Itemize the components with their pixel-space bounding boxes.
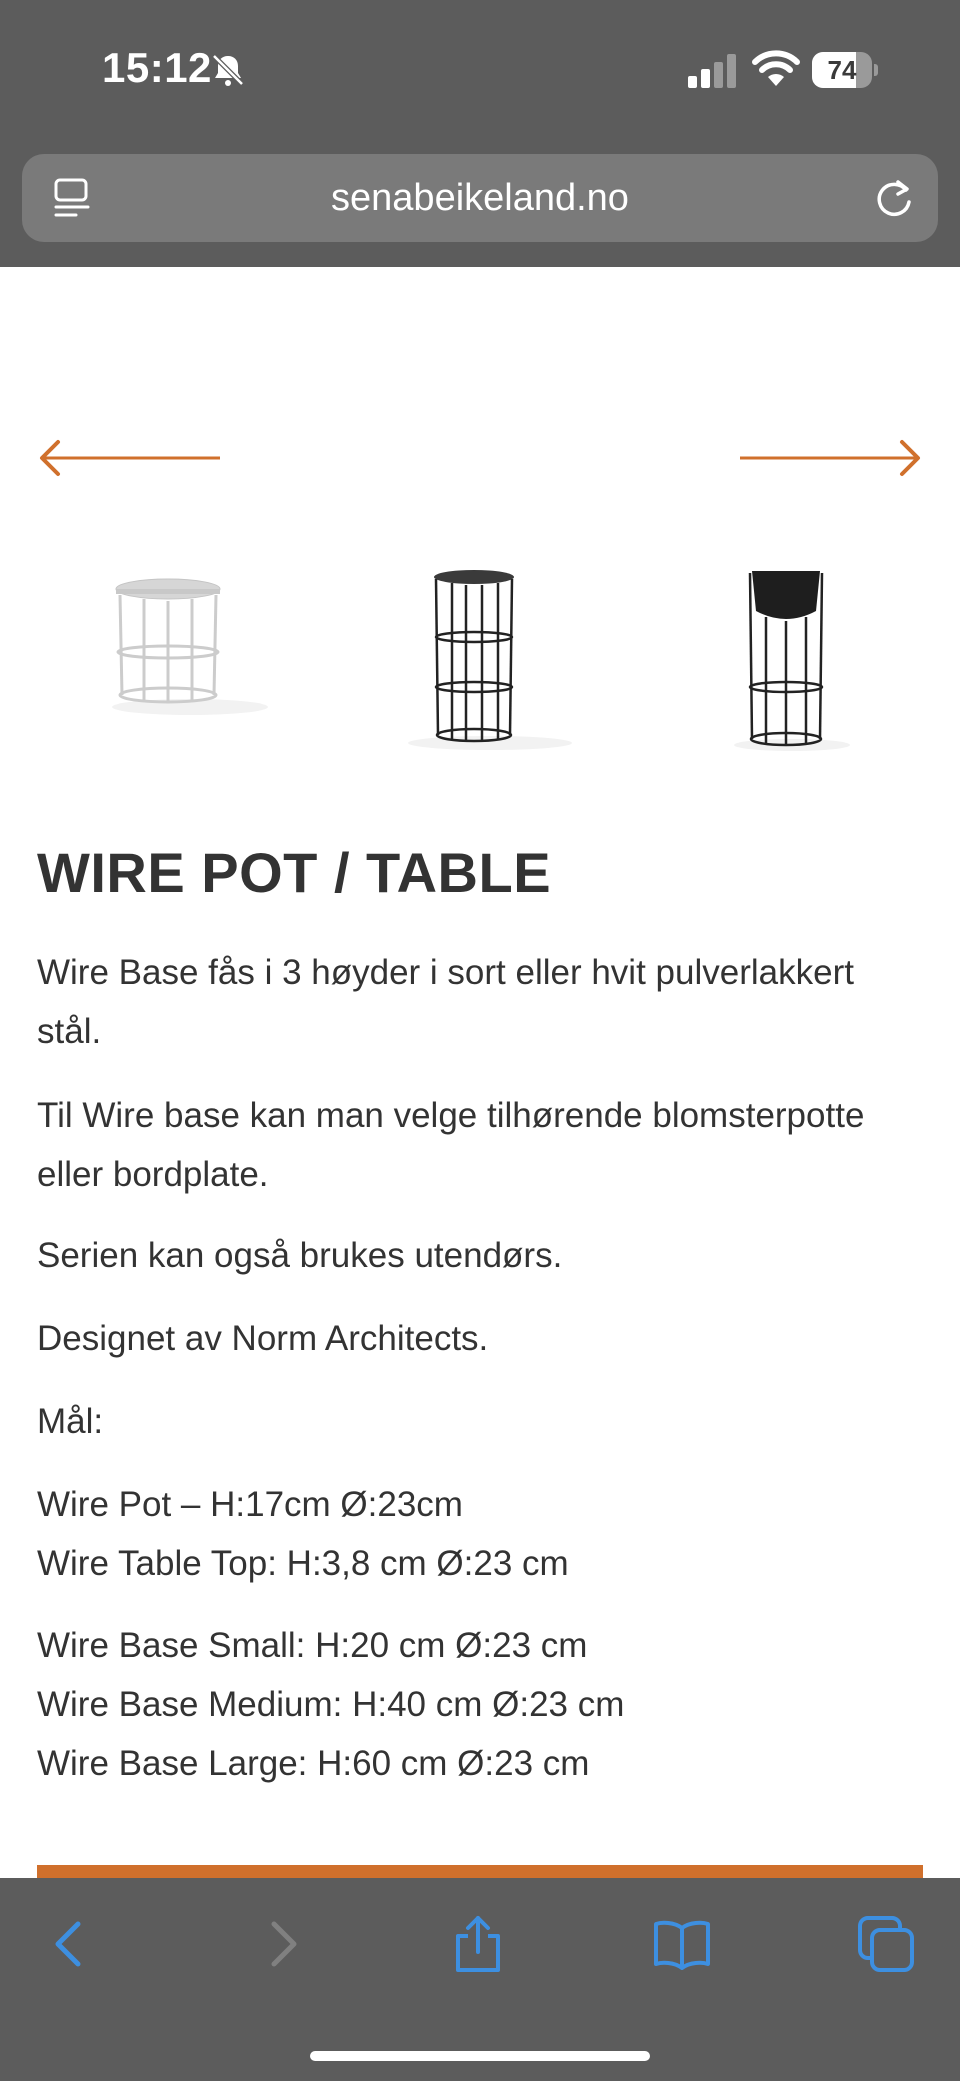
status-bar (0, 0, 960, 140)
share-icon[interactable] (448, 1914, 508, 1974)
dimensions-list-pot-table (37, 1475, 917, 1593)
dimension-line: Wire Base Large: H:60 cm Ø:23 cm (37, 1744, 590, 1783)
browser-chrome-top (0, 0, 960, 267)
dimensions-heading: Mål: (37, 1402, 104, 1441)
reload-icon[interactable] (870, 174, 918, 222)
dimension-line: Wire Pot – H:17cm Ø:23cm (37, 1485, 463, 1524)
description-paragraph: Wire Base fås i 3 høyder i sort eller hvit pulverlakkert stål. (37, 953, 854, 1051)
dimension-line: Wire Base Small: H:20 cm Ø:23 cm (37, 1626, 588, 1665)
battery-percent: 74 (827, 55, 857, 85)
cellular-signal-icon (688, 54, 738, 88)
arrow-right-icon[interactable] (694, 432, 924, 484)
chevron-right-icon[interactable] (250, 1914, 310, 1974)
dimension-line: Wire Table Top: H:3,8 cm Ø:23 cm (37, 1544, 569, 1583)
home-indicator (310, 2051, 650, 2061)
product-image-carousel (0, 267, 960, 787)
address-bar[interactable] (22, 154, 938, 242)
book-icon[interactable] (652, 1914, 712, 1974)
dimensions-list-bases (37, 1616, 917, 1793)
chevron-left-icon[interactable] (42, 1914, 102, 1974)
wire-base-black-image[interactable] (400, 567, 580, 757)
description-paragraph: Serien kan også brukes utendørs. (37, 1236, 563, 1275)
arrow-left-icon[interactable] (36, 432, 266, 484)
description-paragraph: Til Wire base kan man velge tilhørende blomsterpotte eller bordplate. (37, 1096, 865, 1194)
status-time: 15:12 (102, 44, 212, 91)
wire-pot-black-image[interactable] (722, 567, 852, 757)
url-text[interactable]: senabeikeland.no (331, 177, 629, 219)
browser-toolbar (0, 1878, 960, 2081)
wire-table-white-image[interactable] (100, 567, 280, 717)
battery-icon (812, 52, 878, 88)
battery-body (812, 52, 872, 88)
designer-credit: Designet av Norm Architects. (37, 1319, 489, 1358)
bell-slash-icon (208, 50, 248, 90)
wifi-icon (752, 50, 800, 88)
battery-cap (874, 64, 878, 76)
dimension-line: Wire Base Medium: H:40 cm Ø:23 cm (37, 1685, 625, 1724)
product-title: WIRE POT / TABLE (37, 841, 552, 904)
tabs-icon[interactable] (856, 1914, 916, 1974)
